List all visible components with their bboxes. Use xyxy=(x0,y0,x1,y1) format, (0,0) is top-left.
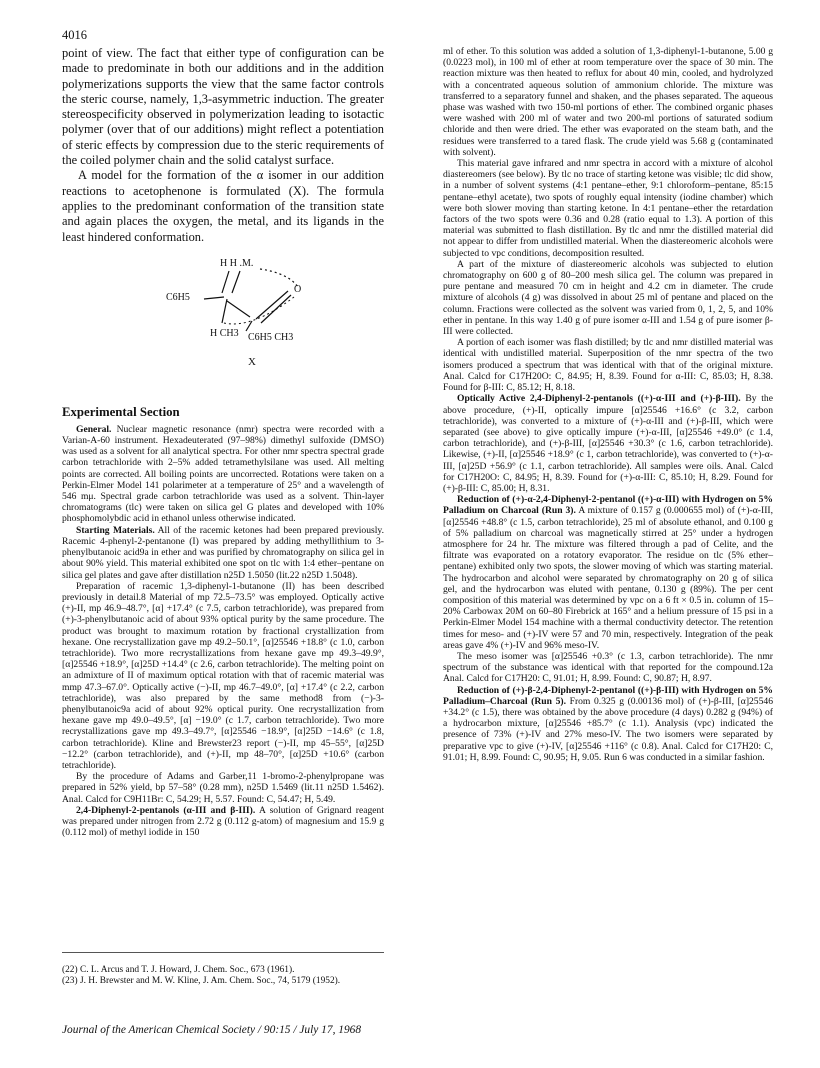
formula-bonds xyxy=(62,249,384,391)
right-paragraph-6-run-in: Reduction of (+)-α-2,4-Diphenyl-2-pentanol ((+)-α-III) with Hydrogen on 5% Palladium on Charcoal (Run 3). xyxy=(443,494,773,517)
general-paragraph xyxy=(62,424,384,525)
intro-paragraph-1: point of view. The fact that either type of configuration can be made to predominate in both our additions and in the addition polymerizations supports the view that the same factor controls the steric course, namely, 1,3-asymmetric induction. The greater stereospecificity observed in polymerization leading to isotactic polymer (over that of our additions) might reflect a potentiation of steric effects by compression due to the steric requirements of the coiled polymer chain and the solid catalyst surface. xyxy=(62,46,384,168)
adams-paragraph: By the procedure of Adams and Garber,11 1-bromo-2-phenylpropane was prepared in 52% yield, bp 57–58° (0.28 mm), n25D 1.5469 (lit.11 n25D 1.5462). Anal. Calcd for C9H11Br: C, 54.29; H, 5.57. Found: C, 54.47; H, 5.49. xyxy=(62,771,384,805)
right-paragraph-8 xyxy=(443,685,773,763)
general-run-in: General. xyxy=(76,423,112,435)
right-paragraph-8-text: From 0.325 g (0.00136 mol) of (+)-β-III, [α]25546 +34.2° (c 1.5), there was obtained by the above procedure (4 days) 0.282 g (94%) of a hydrocarbon mixture, [α]25546 +85.7° (c 1.1). Analysis (vpc) indicated the presence of 73% (+)-IV and 27% meso-IV. The two isomers were separated by preparative vpc to give (+)-IV, [α]25546 +116° (c 0.8). Anal. Calcd for C17H20: C, 91.01; H, 8.99. Found: C, 90.95; H, 9.05. Run 6 was conducted in a similar fashion. xyxy=(443,695,773,763)
starting-materials-run-in: Starting Materials. xyxy=(76,524,155,536)
pentanols-run-in: 2,4-Diphenyl-2-pentanols (α-III and β-III). xyxy=(76,804,256,816)
page-number: 4016 xyxy=(62,28,87,42)
structural-formula-x xyxy=(62,249,384,391)
footnotes xyxy=(62,952,384,987)
formula-oxygen-label: O xyxy=(294,283,302,295)
right-paragraph-2: This material gave infrared and nmr spectra in accord with a mixture of alcohol diastereomers (see below). By tlc no trace of starting ketone was visible; tlc did show, in a number of solvent systems (4:1 pentane–ether, 9:1 chloroform–pentane, 85:15 pentane–ethyl acetate), two spots of roughly equal intensity (iodine chamber) which were both slower moving than starting ketone. In 4:1 pentane–ether the retardation factors of the two spots were 0.36 and 0.28 (ratio equal to 1.3). A portion of this material was submitted to flash distillation. By tlc and nmr the distilled material did not appear to differ from undistilled material. When the diastereomeric alcohols were subjected to vpc conditions, decomposition resulted. xyxy=(443,158,773,259)
right-paragraph-5 xyxy=(443,393,773,494)
left-column xyxy=(62,46,384,838)
starting-materials-paragraph xyxy=(62,525,384,581)
general-text: Nuclear magnetic resonance (nmr) spectra were recorded with a Varian-A-60 instrument. Hexadeuterated (97–98%) dimethyl sulfoxide (DMSO) was used as a solvent for all analytical spectra. For other nmr spectra spectral grade carbon tetrachloride with 2–5% added tetramethylsilane was used. All melting points are corrected. All boiling points are uncorrected. Rotations were taken on a Perkin-Elmer Model 141 polarimeter at a temperature of 25° and a wavelength of 546 mμ. Spectral grade carbon tetrachloride was used as a solvent. Thin-layer chromatograms (tlc) were taken on silica gel G plates and developed with 10% phosphomolybdic acid in ethanol unless otherwise indicated. xyxy=(62,423,385,525)
right-paragraph-3: A part of the mixture of diastereomeric alcohols was subjected to elution chromatography on 600 g of 80–200 mesh silica gel. The column was prepared in pure pentane and measured 70 cm in height and 4.2 cm in diameter. The crude mixture of alcohols (4 g) was dissolved in about 25 ml of pentane and placed on the column. Fractions were collected as the solvent was varied from 0, 1, 2, 5, and 10% ether in pentane. In this way 1.40 g of pure isomer α-III and 1.54 g of pure isomer β-III were collected. xyxy=(443,258,773,338)
right-paragraph-7: The meso isomer was [α]25546 +0.3° (c 1.3, carbon tetrachloride). The nmr spectrum of the substance was identical with that reported for the compound.12a Anal. Calcd for C17H20: C, 91.01; H, 8.99. Found: C, 90.87; H, 8.97. xyxy=(443,650,773,685)
right-paragraph-6 xyxy=(443,494,773,651)
right-paragraph-5-run-in: Optically Active 2,4-Diphenyl-2-pentanols ((+)-α-III and (+)-β-III). xyxy=(457,393,741,405)
formula-phenyl-label: C6H5 xyxy=(166,291,190,303)
footnote-23: (23) J. H. Brewster and M. W. Kline, J. Am. Chem. Soc., 74, 5179 (1952). xyxy=(62,976,341,986)
section-heading: Experimental Section xyxy=(62,404,180,419)
pentanols-text: A solution of Grignard reagent was prepared under nitrogen from 2.72 g (0.112 g-atom) of magnesium and 15.9 g (0.112 mol) of methyl iodide in 150 xyxy=(62,804,384,839)
preparation-paragraph: Preparation of racemic 1,3-diphenyl-1-butanone (II) has been described previously in detail.8 Material of mp 72.5–73.5° was employed. Optically active (+)-II, mp 46.9–48.7°, [α] +17.4° (c 7.5, carbon tetrachloride), was prepared from (+)-3-phenylbutanoic acid of about 93% optical purity by the same procedure. The product was brought to maximum rotation by fractional crystallization from hexane. One recrystallization gave mp 49.2–50.1°, [α]25546 +18.8° (c 1.0, carbon tetrachloride). Two more recrystallizations from hexane gave mp 49.3–49.9°, [α]25546 +18.9°, [α]25D +14.4° (c 2.6, carbon tetrachloride). The melting point on an admixture of II of maximum optical rotation with that of racemic material was mmp 47.3–67.0°. Optically active (−)-II, mp 46.7–49.0°, [α] +17.4° (c 2.2, carbon tetrachloride), was also prepared by the same method8 from (−)-3-phenylbutanoic9a acid of about 92% optical purity. One recrystallization from hexane gave mp 49.0–49.5°, [α] −19.0° (c 1.7, carbon tetrachloride). Two more recrystallizations gave mp 49.3–49.7°, [α]25546 −18.9°, [α]25D −14.6° (c 1.8, carbon tetrachloride). Kline and Brewster23 report (−)-II, mp 45–55°, [α]25D −12.2° (carbon tetrachloride), and (+)-II, mp 48–70°, [α]25D +10.6° (carbon tetrachloride). xyxy=(62,580,384,771)
formula-compound-label: X xyxy=(248,355,256,368)
journal-footer: Journal of the American Chemical Society / 90:15 / July 17, 1968 xyxy=(62,1024,362,1036)
pentanols-paragraph xyxy=(62,805,384,839)
intro-paragraph-2: A model for the formation of the α isomer in our addition reactions to acetophenone is formulated (X). The formula applies to the predominant conformation of the transition state and again places the oxygen, the metal, and its ligands in the least hindered conformation. xyxy=(62,168,384,244)
footnote-22: (22) C. L. Arcus and T. J. Howard, J. Chem. Soc., 673 (1961). xyxy=(62,965,295,975)
right-column xyxy=(443,46,773,763)
right-paragraph-8-run-in: Reduction of (+)-β-2,4-Diphenyl-2-pentanol ((+)-β-III) with Hydrogen on 5% Palladium–Charcoal (Run 5). xyxy=(443,684,773,707)
formula-top-label: H H .M. xyxy=(220,257,254,269)
starting-materials-text: All of the racemic ketones had been prepared previously. Racemic 4-phenyl-2-pentanone (I) was prepared by adding methyllithium to 3-phenylbutanoic acid9a in ether and was purified by chromatography on silica gel in about 90% yield. This material exhibited one spot on tlc with 1:4 ether–pentane on silica gel plates and gave after distillation n25D 1.5050 (lit.22 n25D 1.5048). xyxy=(62,524,384,581)
right-paragraph-6-text: A mixture of 0.157 g (0.000655 mol) of (+)-α-III, [α]25546 +48.8° (c 1.5, carbon tetrachloride), 25 ml of absolute ethanol, and 0.100 g of 5% palladium on charcoal was magnetically stirred at 25° under a hydrogen atmosphere for 24 hr. The mixture was filtered through a pad of Celite, and the filtrate was evaporated on a rotatory evaporator. The residue on tlc (5% ether–pentane) exhibited only two spots, the slower moving of which was starting material. The hydrocarbon and alcohol were separated by chromatography on 20 g of silica gel, and the hydrocarbon was eluted with pentane, 0.130 g (89%). The per cent composition of this material was determined by vpc on a 6 ft × 0.5 in. column of 15–20% Carbowax 20M on 60–80 Firebrick at 165° and a helium pressure of 15 psi in a Perkin-Elmer Model 154 machine with a thermal conductivity detector. The retention times for meso- and (+)-IV were 57 and 70 min, respectively. Integration of the peak areas gave 4% (+)-IV and 96% meso-IV. xyxy=(443,505,773,651)
right-paragraph-4: A portion of each isomer was flash distilled; by tlc and nmr distilled material was identical with undistilled material. Superposition of the nmr spectra of the two isomers produced a spectrum that was identical with that of the original mixture. Anal. Calcd for C17H20O: C, 84.95; H, 8.39. Found for α-III: C, 85.03; H, 8.38. Found for β-III: C, 85.12; H, 8.18. xyxy=(443,337,773,394)
right-paragraph-5-text: By the above procedure, (+)-II, optically impure [α]25546 +16.6° (c 3.2, carbon tetrachloride), was converted to a mixture of (+)-α-III and (+)-β-III, which were separated (see above) to give optically impure (+)-α-III, [α]25546 +49.0° (c 1.4, carbon tetrachloride), and (+)-β-III, [α]25546 +30.3° (c 1.6, carbon tetrachloride). Likewise, (+)-II, [α]25546 +18.9° (c 1, carbon tetrachloride), was converted to (+)-α-III, [α]25D +56.9° (c 1.1, carbon tetrachloride). All samples were oils. Anal. Calcd for C17H20O: C, 84.95; H, 8.39. Found for (+)-α-III: C, 85.10; H, 8.29. Found for (+)-β-III: C, 85.00; H, 8.31. xyxy=(443,393,773,494)
formula-bottom-left-label: H CH3 xyxy=(210,327,239,339)
right-paragraph-1: ml of ether. To this solution was added a solution of 1,3-diphenyl-1-butanone, 5.00 g (0.0223 mol), in 100 ml of ether at room temperature over the space of 30 min. The reaction mixture was then heated to reflux for about 40 min, cooled, and hydrolyzed with a concentrated aqueous solution of ammonium chloride. The mixture was transferred to a separatory funnel and shaken, and the phases separated. The aqueous phase was washed with two 150-ml portions of ether. The combined organic phases were washed with 200 ml of water and two 200-ml portions of saturated sodium chloride and then were dried. The ether was evaporated on the steam bath, and the residues were transferred to a tared flask. The crude yield was 5.68 g (contaminated with solvent). xyxy=(443,46,773,158)
formula-bottom-right-label: C6H5 CH3 xyxy=(248,331,294,343)
